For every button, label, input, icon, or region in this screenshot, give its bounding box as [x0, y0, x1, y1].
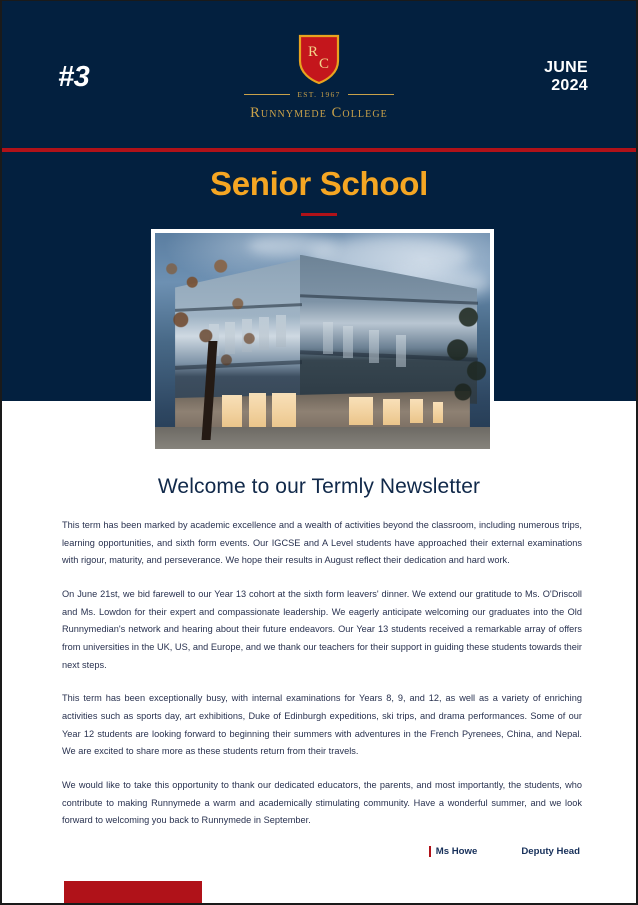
photo-entrance-doors [272, 393, 295, 430]
college-logo [2, 33, 636, 122]
svg-text:R: R [307, 44, 319, 60]
photo-window [343, 326, 353, 358]
svg-text:C: C [318, 56, 330, 72]
est-rule-right [348, 94, 394, 95]
college-name: Runnymede College [250, 105, 388, 121]
photo-window [323, 322, 333, 354]
photo-right-tree [436, 289, 490, 406]
est-rule-left [244, 94, 290, 95]
photo-lit-window [249, 393, 266, 428]
article-body [62, 517, 582, 857]
section-title-underline [301, 213, 337, 216]
article-paragraph: We would like to take this opportunity to thank our dedicated educators, the parents, and most importantly, the students, who contribute to making Runnymede a warm and academically stimulating community. Have a wonderful summer, and we look forward to welcoming you back to Runnymede in September. [62, 779, 582, 826]
photo-lit-window [222, 395, 242, 427]
hero-photo [155, 233, 490, 449]
header-divider [2, 148, 636, 152]
welcome-heading: Welcome to our Termly Newsletter [157, 475, 481, 498]
signature-bar-icon [429, 846, 431, 857]
signature-role: Deputy Head [521, 845, 580, 857]
signature-name: Ms Howe [435, 845, 478, 857]
article-paragraph: On June 21st, we bid farewell to our Year 13 cohort at the sixth form leavers' dinner. We extend our gratitude to Ms. O'Driscoll and Ms. Lowdon for their expert and compassionate leadership. We eagerly anticipate welcoming our graduates into the Old Runnymedian's network and hearing about their future endeavors. Our Year 13 students received a remarkable array of offers from universities in the UK, US, and Europe, and we thank our teachers for their support in guiding these students towards their next steps. [62, 588, 582, 670]
masthead [2, 1, 636, 148]
section-title: Senior School [210, 165, 428, 202]
photo-window [396, 335, 406, 367]
established-text: EST. 1967 [297, 90, 341, 99]
photo-lit-window [410, 399, 423, 423]
issue-month: JUNE [544, 59, 588, 76]
photo-lit-window [349, 397, 372, 425]
issue-year: 2024 [551, 76, 588, 94]
article-paragraph: This term has been exceptionally busy, with internal examinations for Years 8, 9, and 12, as well as a variety of enriching activities such as sports day, art exhibitions, Duke of Edinburgh expeditions, ski trips, and drama performances. Some of our Year 12 students are looking forward to beginning their summers with adventures in the French Pyrenees, China, and Nepal. We are excited to share more as these students return from their travels. [62, 693, 582, 757]
photo-window [369, 330, 379, 362]
issue-number: #3 [58, 61, 90, 93]
signature-name-group [429, 846, 478, 857]
crest-icon [297, 33, 341, 85]
footer-accent-block [64, 881, 202, 905]
hero-photo-frame [151, 229, 494, 453]
article-paragraph: This term has been marked by academic excellence and a wealth of activities beyond the classroom, including numerous trips, learning opportunities, and sixth form events. Our IGCSE and A Level students have approached their external examinations with rigour, maturity, and perseverance. We hope their results in August reflect their dedication and hard work. [62, 520, 582, 566]
photo-window [276, 315, 286, 347]
photo-lit-window [383, 399, 400, 425]
established-row [244, 90, 394, 99]
signature [62, 846, 582, 857]
issue-date [544, 59, 588, 95]
